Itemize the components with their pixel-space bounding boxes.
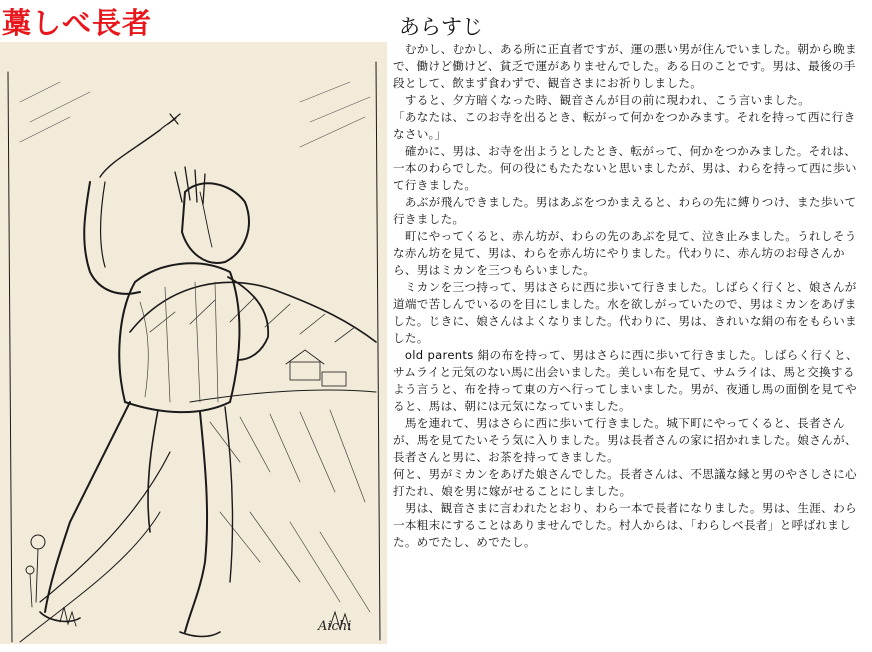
straw-man-illustration — [0, 42, 387, 644]
synopsis-paragraph: すると、夕方暗くなった時、観音さんが目の前に現われ、こう言いました。 — [393, 93, 810, 107]
synopsis-paragraph: 何と、男がミカンをあげた娘さんでした。長者さんは、不思議な縁と男のやさしさに心打たれ、娘を男に嫁がせることにしました。 — [393, 467, 857, 498]
synopsis-heading: あらすじ — [399, 15, 483, 39]
synopsis-paragraph: 町にやってくると、赤ん坊が、わらの先のあぶを見て、泣き止みました。うれしそうな赤ん坊を見て、男は、わらを赤ん坊にやりました。代わりに、赤ん坊のお母さんから、男はミカンを三つもらいました。 — [393, 229, 857, 277]
artist-signature: Aichi — [318, 619, 352, 634]
synopsis-paragraph: old parents 絹の布を持って、男はさらに西に歩いて行きました。しばらく行くと、サムライと元気のない馬に出会いました。美しい布を見て、サムライは、馬と交換するよう言うと、布を持って東の方へ行ってしまいました。男が、夜通し馬の面倒を見てやると、馬は、朝には元気になっていました。 — [393, 348, 858, 413]
synopsis-paragraph: あぶが飛んできました。男はあぶをつかまえると、わらの先に縛りつけ、また歩いて行きました。 — [393, 195, 857, 226]
page-title: 藁しべ長者 — [2, 6, 153, 40]
synopsis-paragraph: 「あなたは、このお寺を出るとき、転がって何かをつかみます。それを持って西に行きなさい。」 — [393, 110, 856, 141]
synopsis-paragraph: 馬を連れて、男はさらに西に歩いて行きました。城下町にやってくると、長者さんが、馬を見てたいそう気に入りました。男は長者さんの家に招かれました。娘さんが、長者さんと男に、お茶を持ってきました。 — [393, 416, 857, 464]
story-illustration — [0, 42, 387, 644]
synopsis-paragraph: ミカンを三つ持って、男はさらに西に歩いて行きました。しばらく行くと、娘さんが道端で苦しんでいるのを目にしました。水を欲しがっていたので、男はミカンをあげました。じきに、娘さんはよくなりました。代わりに、男は、きれいな絹の布をもらいました。 — [393, 280, 857, 345]
synopsis-section — [393, 14, 863, 551]
synopsis-paragraph: 確かに、男は、お寺を出ようとしたとき、転がって、何かをつかみました。それは、一本のわらでした。何の役にもたたないと思いましたが、男は、わらを持って西に歩いて行きました。 — [393, 144, 857, 192]
synopsis-paragraph: むかし、むかし、ある所に正直者ですが、運の悪い男が住んでいました。朝から晩まで、働けど働けど、貧乏で運がありませんでした。ある日のことです。男は、最後の手段として、飲まず食わずで、観音さまにお祈りしました。 — [393, 42, 857, 90]
synopsis-paragraph: 男は、観音さまに言われたとおり、わら一本で長者になりました。男は、生涯、わら一本粗末にすることはありませんでした。村人からは、「わらしべ長者」と呼ばれました。めでたし、めでたし。 — [393, 501, 857, 549]
